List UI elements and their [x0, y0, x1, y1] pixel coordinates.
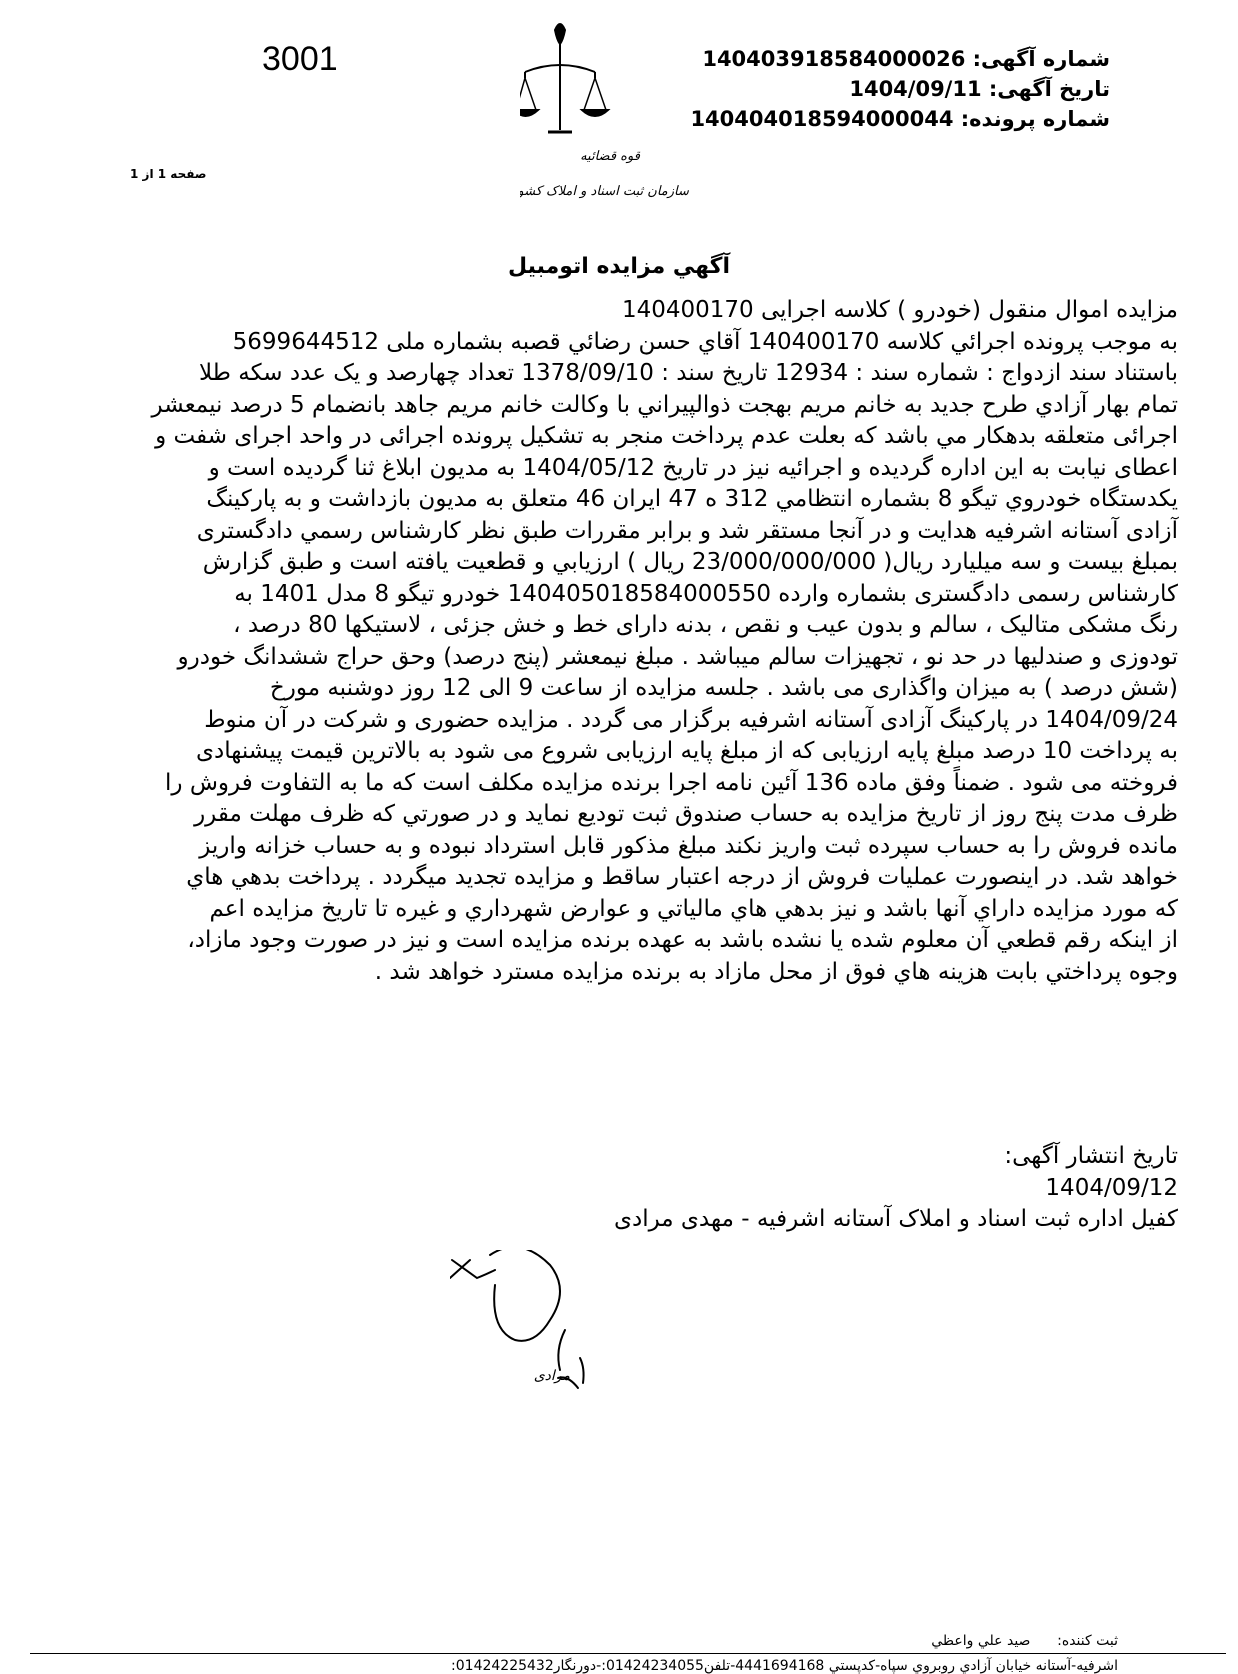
signature — [450, 1250, 650, 1450]
file-number-label: شماره پرونده: — [960, 107, 1110, 131]
body-line: به پرداخت 10 درصد مبلغ پایه ارزیابی که از مبلغ پایه ارزیابی شروع می شود به بالاترین قیمت پیشنهادی — [196, 738, 1178, 764]
notice-date-row — [849, 77, 1110, 101]
body-line: به موجب پرونده اجرائي كلاسه 140400170 آقاي حسن رضائي قصبه بشماره ملی 5699644512 — [232, 328, 1178, 355]
notice-body — [8, 295, 1178, 988]
body-line: مزایده اموال منقول (خودرو ) کلاسه اجرایی 140400170 — [621, 297, 1178, 323]
registrar-name: صيد علي واعظي — [931, 1633, 1031, 1649]
footer-divider — [30, 1653, 1226, 1654]
registrar-label: ثبت كننده: — [1057, 1633, 1118, 1649]
body-line: رنگ مشکی متالیک ، سالم و بدون عیب و نقص ، بدنه دارای خط و خش جزئی ، لاستیکها 80 درصد ، — [233, 612, 1178, 638]
body-line: ظرف مدت پنج روز از تاريخ مزايده به حساب صندوق ثبت توديع نمايد و در صورتي كه ظرف مهلت مقرر — [194, 801, 1178, 827]
emblem-caption-top: قوه قضائیه — [580, 149, 640, 164]
body-line: کارشناس رسمی دادگستری بشماره وارده 140405018584000550 خودرو تيگو 8 مدل 1401 به — [234, 580, 1178, 607]
publication-block — [614, 1141, 1178, 1236]
body-line: باستناد سند ازدواج : شماره سند : 12934 تاريخ سند : 1378/09/10 تعداد چهارصد و یک عدد سکه طلا — [198, 360, 1178, 386]
notice-title: آگهي مزايده اتومبيل — [507, 254, 731, 279]
page-indicator: صفحه 1 از 1 — [130, 167, 207, 181]
body-line: فروخته می شود . ضمناً وفق ماده 136 آئین نامه اجرا برنده مزایده مکلف است که ما به التفاوت فروش را — [165, 769, 1178, 796]
emblem-caption-bottom: سازمان ثبت اسناد و املاک کشور — [520, 184, 689, 199]
body-line: وجوه پرداختي بابت هزينه هاي فوق از محل مازاد به برنده مزايده مسترد خواهد شد . — [374, 958, 1178, 985]
body-line: اعطای نیابت به این اداره گردیده و اجرائیه نیز در تاریخ 1404/05/12 به مدیون ابلاغ ثنا گردیده است و — [208, 454, 1178, 481]
body-line: اجرائی متعلقه بدهكار مي باشد که بعلت عدم پرداخت منجر به تشکیل پرونده اجرائی در واحد اجرای شفت و — [155, 423, 1178, 449]
body-line: یکدستگاه خودروي تيگو 8 بشماره انتظامي 312 ه 47 ايران 46 متعلق به مدیون بازداشت و به پارکینگ — [206, 486, 1178, 512]
notice-date-label: تاریخ آگهی: — [988, 77, 1110, 101]
notice-number-label: شماره آگهی: — [972, 47, 1110, 71]
body-line: خواهد شد. در اينصورت عمليات فروش از درجه اعتبار ساقط و مزايده تجديد ميگردد . پرداخت بدهي هاي — [186, 864, 1178, 890]
publication-date: 1404/09/12 — [1045, 1174, 1178, 1201]
body-line: آزادی آستانه اشرفیه هدایت و در آنجا مستقر شد و برابر مقررات طبق نظر کارشناس رسمي دادگستری — [196, 517, 1178, 544]
body-line: مانده فروش را به حساب سپرده ثبت واريز نكند مبلغ مذكور قابل استرداد نبوده و به حساب خزانه واريز — [199, 832, 1178, 859]
body-line: تمام بهار آزادي طرح جديد به خانم مريم بهجت ذوالپيراني با وكالت خانم مريم جاهد بانضمام 5 درصد نیمعشر — [151, 391, 1178, 418]
body-line: تودوزی و صندلیها در حد نو ، تجهیزات سالم میباشد . مبلغ نیمعشر (پنج درصد) وحق حراج ششدانگ خودرو — [177, 643, 1178, 670]
judiciary-emblem — [520, 10, 700, 220]
document-code: 3001 — [262, 40, 338, 78]
signatory-line: کفیل اداره ثبت اسناد و املاک آستانه اشرفیه - مهدی مرادی — [613, 1206, 1178, 1232]
body-line: (شش درصد ) به میزان واگذاری می باشد . جلسه مزایده از ساعت 9 الی 12 روز دوشنبه مورخ — [269, 675, 1178, 701]
body-line: بمبلغ بیست و سه میلیارد ریال( 23/000/000/000 ریال ) ارزیابي و قطعیت یافته است و طبق گزارش — [202, 549, 1178, 575]
handwritten-signature-icon — [450, 1250, 650, 1450]
judiciary-scales-emblem-icon — [520, 10, 700, 220]
notice-number-value: 140403918584000026 — [702, 47, 966, 71]
notice-number-row — [702, 47, 1110, 71]
office-address: اشرفیه-آستانه خيابان آزادي روبروي سپاه-كدپستي 4441694168-تلفن01424234055:-دورنگار01424225432: — [451, 1658, 1118, 1674]
file-number-value: 140404018594000044 — [690, 107, 954, 131]
body-line: 1404/09/24 در پارکینگ آزادی آستانه اشرفیه برگزار می گردد . مزایده حضوری و شرکت در آن منوط — [204, 706, 1178, 733]
body-line: كه مورد مزايده داراي آنها باشد و نيز بدهي هاي مالياتي و عوارض شهرداري و غيره تا تاريخ مزايده اعم — [209, 895, 1178, 922]
file-number-row — [690, 107, 1110, 131]
publication-label: تاريخ انتشار آگهی: — [1004, 1143, 1178, 1169]
notice-date-value: 1404/09/11 — [849, 77, 982, 101]
body-line: از اينكه رقم قطعي آن معلوم شده يا نشده باشد به عهده برنده مزايده است و نيز در صورت وجود مازاد، — [187, 927, 1178, 953]
registrar-row — [931, 1633, 1118, 1649]
signature-text: مرادی — [533, 1368, 570, 1384]
